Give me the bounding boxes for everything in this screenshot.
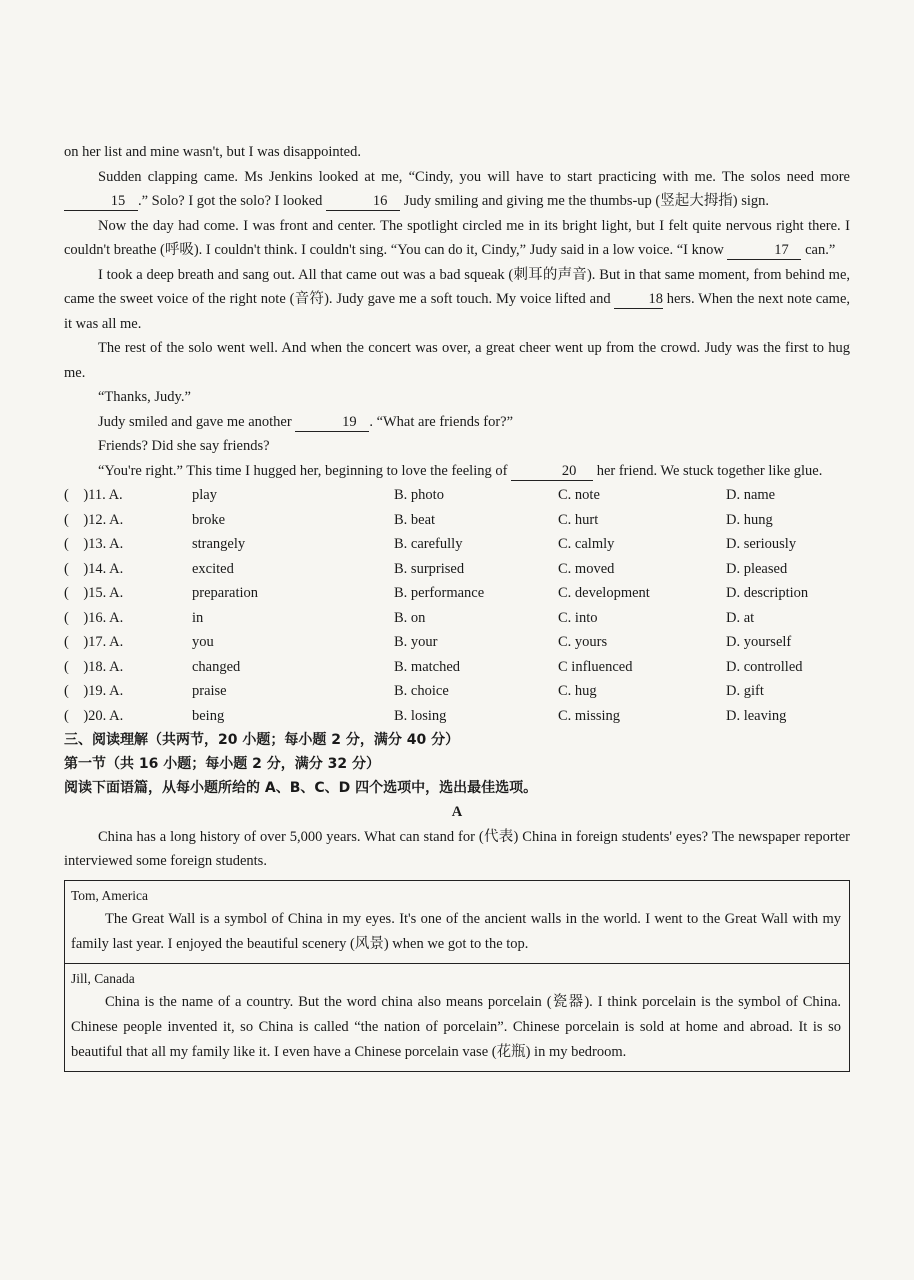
option-c: C. missing — [558, 707, 621, 724]
section-heading: 三、阅读理解（共两节，20 小题；每小题 2 分，满分 40 分） — [64, 732, 460, 748]
option-row — [64, 581, 850, 606]
option-a: praise — [192, 683, 227, 699]
option-c: C. yours — [558, 634, 608, 650]
option-b: B. choice — [394, 683, 449, 699]
interview-entry — [65, 963, 849, 1071]
passage-paragraph: The rest of the solo went well. And when the concert was over, a great cheer went up from the crowd. Judy was the first to hug me. — [64, 340, 850, 381]
exam-page — [64, 140, 850, 1072]
instruction: 阅读下面语篇，从每小题所给的 A、B、C、D 四个选项中，选出最佳选项。 — [64, 780, 538, 796]
question-number[interactable]: ( )13. A. — [64, 536, 124, 552]
passage-line: on her list and mine wasn't, but I was disappointed. — [64, 144, 361, 160]
option-d: D. pleased — [726, 560, 788, 577]
option-a: being — [192, 707, 225, 724]
option-c: C influenced — [558, 658, 633, 675]
passage-paragraph: Sudden clapping came. Ms Jenkins looked at me, “Cindy, you will have to start practicing with me. The solos need more 15 .” Solo? I got the solo? I looked 16 Judy smiling and giving me the thumbs-up (竖起大拇指) sign. — [64, 165, 850, 214]
option-d: D. leaving — [726, 707, 787, 724]
option-c: C. into — [558, 609, 598, 626]
option-c: C. note — [558, 487, 600, 503]
option-c: C. development — [558, 585, 650, 601]
option-a: strangely — [192, 536, 246, 552]
student-answer: The Great Wall is a symbol of China in my eyes. It's one of the ancient walls in the world. I went to the Great Wall with my family last year. I enjoyed the beautiful scenery (风景) when we got to the top. — [71, 910, 841, 952]
option-d: D. description — [726, 585, 809, 601]
option-row — [64, 606, 850, 631]
question-number[interactable]: ( )11. A. — [64, 487, 123, 503]
option-row — [64, 508, 850, 533]
option-row — [64, 679, 850, 704]
option-a: broke — [192, 511, 226, 528]
option-b: B. on — [394, 609, 426, 626]
option-row — [64, 483, 850, 508]
blank-15: 15 — [64, 192, 138, 211]
option-a: you — [192, 634, 214, 650]
blank-16: 16 — [326, 192, 400, 211]
passage-paragraph: I took a deep breath and sang out. All that came out was a bad squeak (刺耳的声音). But in that same moment, from behind me, came the sweet voice of the right note (音符). Judy gave me a soft touch. My voice lifted and 18 hers. When the next note came, it was all me. — [64, 266, 850, 332]
student-name: Jill, Canada — [71, 970, 135, 986]
student-answer: China is the name of a country. But the word china also means porcelain (瓷器). I think porcelain is the symbol of China. Chinese people invented it, so China is called “the nation of porcelain”. Chinese porcelain is sold at home and abroad. It is so beautiful that all my family like it. I even have a Chinese porcelain vase (花瓶) in my bedroom. — [71, 993, 841, 1060]
student-name: Tom, America — [71, 887, 149, 903]
blank-17: 17 — [727, 241, 801, 260]
option-b: B. your — [394, 634, 438, 650]
option-b: B. carefully — [394, 536, 463, 552]
question-number[interactable]: ( )20. A. — [64, 707, 124, 724]
interview-entry — [65, 881, 849, 963]
option-d: D. at — [726, 609, 755, 626]
option-row — [64, 532, 850, 557]
option-d: D. yourself — [726, 634, 792, 650]
option-a: changed — [192, 658, 241, 675]
passage-line: Judy smiled and gave me another 19 . “What are friends for?” — [98, 413, 514, 430]
option-row — [64, 557, 850, 582]
blank-19: 19 — [295, 413, 369, 432]
question-number[interactable]: ( )15. A. — [64, 585, 124, 601]
option-b: B. beat — [394, 511, 436, 528]
option-a: preparation — [192, 585, 259, 601]
blank-20: 20 — [511, 462, 593, 481]
reading-intro: China has a long history of over 5,000 years. What can stand for (代表) China in foreign students' eyes? The newspaper reporter interviewed some foreign students. — [64, 828, 850, 869]
passage-paragraph: Now the day had come. I was front and center. The spotlight circled me in its bright light, but I felt quite nervous right there. I couldn't breathe (呼吸). I couldn't think. I couldn't sing. “You can do it, Cindy,” Judy said in a low voice. “I know 17 can.” — [64, 217, 850, 258]
question-number[interactable]: ( )17. A. — [64, 634, 124, 650]
option-c: C. hug — [558, 683, 597, 699]
passage-line: Friends? Did she say friends? — [98, 438, 270, 454]
passage-letter: A — [451, 804, 463, 820]
option-b: B. photo — [394, 487, 444, 503]
option-d: D. name — [726, 487, 776, 503]
option-b: B. matched — [394, 658, 461, 675]
option-d: D. gift — [726, 683, 764, 699]
question-number[interactable]: ( )14. A. — [64, 560, 124, 577]
option-a: excited — [192, 560, 234, 577]
option-b: B. losing — [394, 707, 447, 724]
option-row — [64, 704, 850, 729]
question-number[interactable]: ( )19. A. — [64, 683, 124, 699]
options-list — [64, 483, 850, 728]
option-d: D. seriously — [726, 536, 797, 552]
question-number[interactable]: ( )16. A. — [64, 609, 124, 626]
option-a: play — [192, 487, 217, 503]
option-c: C. calmly — [558, 536, 615, 552]
interview-table — [64, 880, 850, 1072]
option-b: B. surprised — [394, 560, 465, 577]
blank-18: 18 — [614, 290, 663, 309]
option-c: C. moved — [558, 560, 615, 577]
option-a: in — [192, 609, 204, 626]
option-row — [64, 630, 850, 655]
option-c: C. hurt — [558, 511, 599, 528]
option-row — [64, 655, 850, 680]
option-d: D. hung — [726, 511, 773, 528]
question-number[interactable]: ( )18. A. — [64, 658, 124, 675]
question-number[interactable]: ( )12. A. — [64, 511, 124, 528]
passage-paragraph: “You're right.” This time I hugged her, beginning to love the feeling of 20 her friend. We stuck together like glue. — [98, 462, 823, 479]
option-b: B. performance — [394, 585, 485, 601]
part-heading: 第一节（共 16 小题；每小题 2 分，满分 32 分） — [64, 756, 380, 772]
passage-line: “Thanks, Judy.” — [98, 389, 191, 405]
option-d: D. controlled — [726, 658, 803, 675]
